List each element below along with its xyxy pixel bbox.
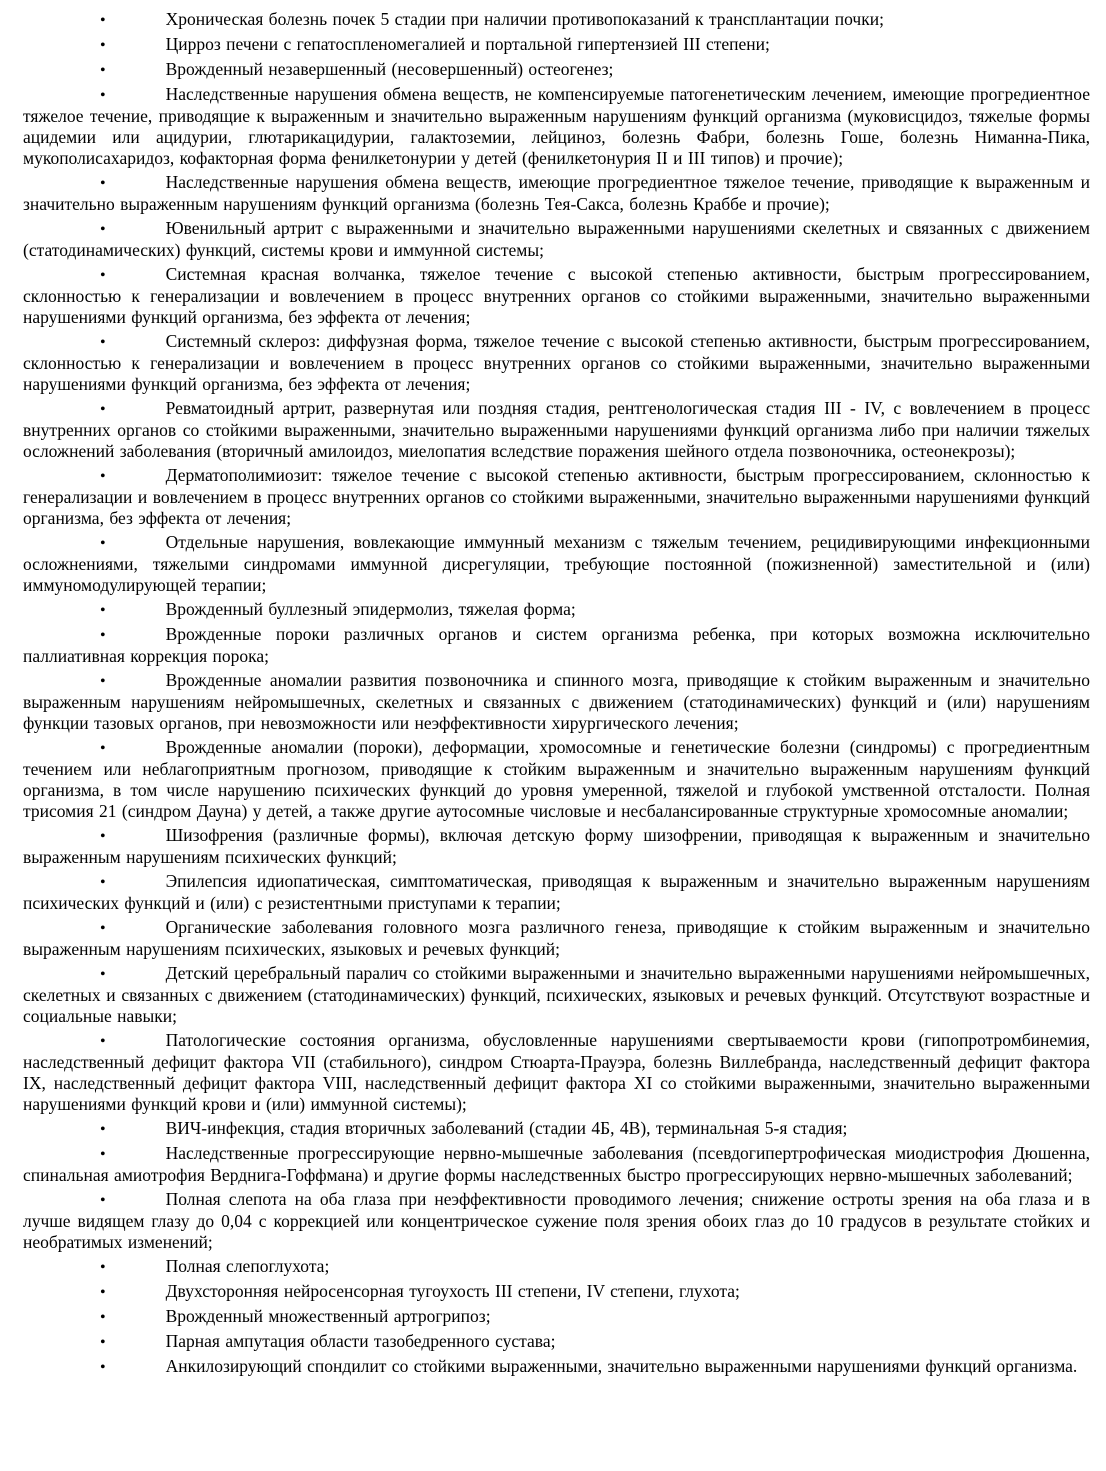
list-item xyxy=(23,34,1090,56)
list-item xyxy=(23,218,1090,261)
list-item-text: Ревматоидный артрит, развернутая или поздняя стадия, рентгенологическая стадия III - IV, с вовлечением в процесс внутренних органов со стойкими выраженными, значительно выраженными нарушениями функций организма либо при наличии тяжелых осложнений заболевания (вторичный амилоидоз, миелопатия вследствие поражения шейного отдела позвоночника, остеонекрозы); xyxy=(23,398,1090,461)
bullet-icon: • xyxy=(100,828,106,845)
list-item xyxy=(23,737,1090,822)
bullet-list xyxy=(23,9,1090,1378)
list-item-text: Хроническая болезнь почек 5 стадии при наличии противопоказаний к трансплантации почки; xyxy=(165,9,884,29)
bullet-icon: • xyxy=(100,602,106,619)
list-item-text: Патологические состояния организма, обусловленные нарушениями свертываемости крови (гипопротромбинемия, наследственный дефицит фактора VII (стабильного), синдром Стюарта-Прауэра, болезнь Виллебранда, наследственный дефицит фактора IX, наследственный дефицит фактора VIII, наследственный дефицит фактора XI со стойкими выраженными, значительно выраженными нарушениями функций крови и (или) иммунной системы); xyxy=(23,1030,1090,1114)
list-item xyxy=(23,1118,1090,1140)
list-item xyxy=(23,670,1090,734)
list-item xyxy=(23,1189,1090,1253)
list-item xyxy=(23,599,1090,621)
bullet-icon: • xyxy=(100,1146,106,1163)
list-item xyxy=(23,9,1090,31)
list-item-text: Анкилозирующий спондилит со стойкими выраженными, значительно выраженными нарушениями функций организма. xyxy=(165,1356,1078,1376)
bullet-icon: • xyxy=(100,920,106,937)
list-item-text: Полная слепоглухота; xyxy=(165,1256,330,1276)
bullet-icon: • xyxy=(100,334,106,351)
list-item-text: Цирроз печени с гепатоспленомегалией и портальной гипертензией III степени; xyxy=(165,34,770,54)
list-item-text: Отдельные нарушения, вовлекающие иммунный механизм с тяжелым течением, рецидивирующими инфекционными осложнениями, тяжелыми синдромами иммунной дисрегуляции, требующие постоянной (пожизненной) заместительной и (или) иммуномодулирующей терапии; xyxy=(23,532,1090,595)
list-item-text: Системный склероз: диффузная форма, тяжелое течение с высокой степенью активности, быстрым прогрессированием, склонностью к генерализации и вовлечением в процесс внутренних органов со стойкими выраженными, значительно выраженными нарушениями функций организма, без эффекта от лечения; xyxy=(23,331,1090,394)
list-item xyxy=(23,84,1090,169)
list-item xyxy=(23,465,1090,529)
list-item-text: ВИЧ-инфекция, стадия вторичных заболеваний (стадии 4Б, 4В), терминальная 5-я стадия; xyxy=(165,1118,848,1138)
list-item xyxy=(23,825,1090,868)
bullet-icon: • xyxy=(100,1334,106,1351)
list-item xyxy=(23,917,1090,960)
list-item xyxy=(23,59,1090,81)
bullet-icon: • xyxy=(100,1259,106,1276)
list-item xyxy=(23,1356,1090,1378)
list-item xyxy=(23,532,1090,596)
list-item-text: Парная ампутация области тазобедренного сустава; xyxy=(165,1331,556,1351)
list-item-text: Врожденные аномалии (пороки), деформации, хромосомные и генетические болезни (синдромы) с прогредиентным течением или неблагоприятным прогнозом, приводящие к стойким выраженным и значительно выраженным нарушениям функций организма, в том числе нарушению психических функций до уровня умеренной, тяжелой и глубокой умственной отсталости. Полная трисомия 21 (синдром Дауна) у детей, а также другие аутосомные числовые и несбалансированные структурные хромосомные аномалии; xyxy=(23,737,1090,821)
list-item xyxy=(23,963,1090,1027)
list-item xyxy=(23,264,1090,328)
bullet-icon: • xyxy=(100,1192,106,1209)
list-item xyxy=(23,871,1090,914)
bullet-icon: • xyxy=(100,1309,106,1326)
bullet-icon: • xyxy=(100,1121,106,1138)
bullet-icon: • xyxy=(100,87,106,104)
bullet-icon: • xyxy=(100,62,106,79)
list-item xyxy=(23,1306,1090,1328)
bullet-icon: • xyxy=(100,1359,106,1376)
list-item-text: Шизофрения (различные формы), включая детскую форму шизофрении, приводящая к выраженным и значительно выраженным нарушениям психических функций; xyxy=(23,825,1090,867)
bullet-icon: • xyxy=(100,221,106,238)
list-item-text: Полная слепота на оба глаза при неэффективности проводимого лечения; снижение остроты зрения на оба глаза и в лучше видящем глазу до 0,04 с коррекцией или концентрическое сужение поля зрения обоих глаз до 10 градусов в результате стойких и необратимых изменений; xyxy=(23,1189,1090,1252)
list-item-text: Эпилепсия идиопатическая, симптоматическая, приводящая к выраженным и значительно выраженным нарушениям психических функций и (или) с резистентными приступами к терапии; xyxy=(23,871,1090,913)
bullet-icon: • xyxy=(100,627,106,644)
list-item xyxy=(23,1030,1090,1115)
list-item-text: Двухсторонняя нейросенсорная тугоухость III степени, IV степени, глухота; xyxy=(165,1281,740,1301)
list-item xyxy=(23,1331,1090,1353)
list-item-text: Органические заболевания головного мозга различного генеза, приводящие к стойким выраженным и значительно выраженным нарушениям психических, языковых и речевых функций; xyxy=(23,917,1090,959)
bullet-icon: • xyxy=(100,535,106,552)
list-item-text: Системная красная волчанка, тяжелое течение с высокой степенью активности, быстрым прогрессированием, склонностью к генерализации и вовлечением в процесс внутренних органов со стойкими выраженными, значительно выраженными нарушениями функций организма, без эффекта от лечения; xyxy=(23,264,1090,327)
list-item xyxy=(23,398,1090,462)
list-item-text: Ювенильный артрит с выраженными и значительно выраженными нарушениями скелетных и связанных с движением (статодинамических) функций, системы крови и иммунной системы; xyxy=(23,218,1090,260)
bullet-icon: • xyxy=(100,673,106,690)
bullet-icon: • xyxy=(100,468,106,485)
bullet-icon: • xyxy=(100,874,106,891)
list-item-text: Детский церебральный паралич со стойкими выраженными и значительно выраженными нарушениями нейромышечных, скелетных и связанных с движением (статодинамических) функций, психических, языковых и речевых функций. Отсутствуют возрастные и социальные навыки; xyxy=(23,963,1090,1026)
bullet-icon: • xyxy=(100,1284,106,1301)
bullet-icon: • xyxy=(100,37,106,54)
list-item xyxy=(23,624,1090,667)
bullet-icon: • xyxy=(100,401,106,418)
bullet-icon: • xyxy=(100,740,106,757)
list-item-text: Наследственные нарушения обмена веществ, имеющие прогредиентное тяжелое течение, приводящие к выраженным и значительно выраженным нарушениям функций организма (болезнь Тея-Сакса, болезнь Краббе и прочие); xyxy=(23,172,1090,214)
bullet-icon: • xyxy=(100,12,106,29)
list-item-text: Врожденный буллезный эпидермолиз, тяжелая форма; xyxy=(165,599,576,619)
list-item-text: Наследственные прогрессирующие нервно-мышечные заболевания (псевдогипертрофическая миодистрофия Дюшенна, спинальная амиотрофия Верднига-Гоффмана) и другие формы наследственных быстро прогрессирующих нервно-мышечных заболеваний; xyxy=(23,1143,1090,1185)
list-item xyxy=(23,1256,1090,1278)
list-item-text: Врожденные аномалии развития позвоночника и спинного мозга, приводящие к стойким выраженным и значительно выраженным нарушениям нейромышечных, скелетных и связанных с движением (статодинамических) функций и (или) нарушениям функции тазовых органов, при невозможности или неэффективности хирургического лечения; xyxy=(23,670,1090,733)
bullet-icon: • xyxy=(100,966,106,983)
list-item-text: Врожденные пороки различных органов и систем организма ребенка, при которых возможна исключительно паллиативная коррекция порока; xyxy=(23,624,1090,666)
list-item-text: Врожденный незавершенный (несовершенный) остеогенез; xyxy=(165,59,614,79)
bullet-icon: • xyxy=(100,267,106,284)
bullet-icon: • xyxy=(100,175,106,192)
list-item xyxy=(23,1143,1090,1186)
list-item-text: Дерматополимиозит: тяжелое течение с высокой степенью активности, быстрым прогрессированием, склонностью к генерализации и вовлечением в процесс внутренних органов со стойкими выраженными, значительно выраженными нарушениями функций организма, без эффекта от лечения; xyxy=(23,465,1090,528)
list-item-text: Наследственные нарушения обмена веществ, не компенсируемые патогенетическим лечением, имеющие прогредиентное тяжелое течение, приводящие к выраженным и значительно выраженным нарушениям функций организма (муковисцидоз, тяжелые формы ацидемии или ацидурии, глютарикацидурии, галактоземии, лейциноз, болезнь Фабри, болезнь Гоше, болезнь Ниманна-Пика, мукополисахаридоз, кофакторная форма фенилкетонурии у детей (фенилкетонурия II и III типов) и прочие); xyxy=(23,84,1090,168)
bullet-icon: • xyxy=(100,1033,106,1050)
list-item xyxy=(23,331,1090,395)
list-item-text: Врожденный множественный артрогрипоз; xyxy=(165,1306,491,1326)
list-item xyxy=(23,1281,1090,1303)
list-item xyxy=(23,172,1090,215)
